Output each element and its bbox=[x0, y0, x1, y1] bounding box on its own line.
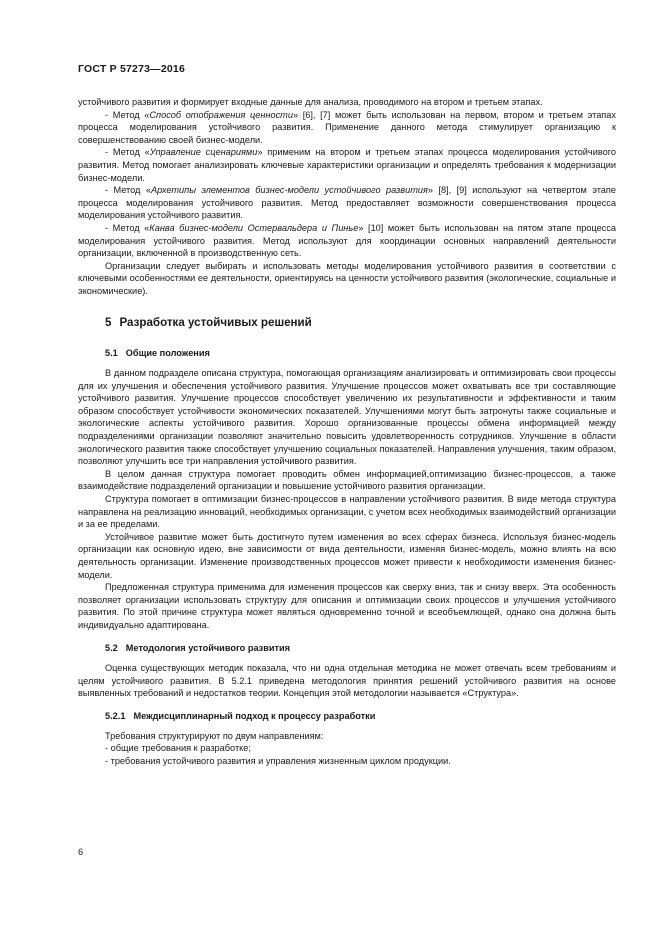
subsubsection-number: 5.2.1 bbox=[105, 710, 126, 721]
paragraph: В данном подразделе описана структура, помогающая организациям анализировать и оптимизировать свои процессы для их улучшения и обеспечения устойчивого развития. Улучшение процессов может охватывать все три составляющие устойчивого развития. Улучшение процессов способствует увеличению их результативности и эффективности и таким образом способствует устойчивости экономических показателей. Улучшениями могут быть затронуты также социальные и экологические аспекты устойчивого развития. Хорошо организованные процессы обмена информацией между подразделениями организации позволяют значительно повысить удовлетворенность сотрудников. Улучшение в области экологического развития также способствует улучшению социальных показателей. Направления улучшения, таким образом, позволяют улучшить все три направления устойчивого развития. bbox=[78, 368, 616, 467]
method-item: - Метод «Управление сценариями» применим на втором и третьем этапах процесса моделирования устойчивого развития. Метод помогает анализировать ключевые характеристики организации и определять требования к модернизации бизнес-модели. bbox=[78, 147, 616, 183]
method-item: - Метод «Архетипы элементов бизнес-модели устойчивого развития» [8], [9] используют на четвертом этапе процесса моделирования устойчивого развития. Метод предоставляет возможности совершенствования процесса моделирования устойчивого развития. bbox=[78, 185, 616, 221]
paragraph: Организации следует выбирать и использовать методы моделирования устойчивого развития в соответствии с ключевыми особенностями ее деятельности, ориентируясь на ценности устойчивого развития (экологические, социальные и экономические). bbox=[78, 260, 616, 296]
subsubsection-heading bbox=[105, 710, 616, 723]
list-item: - требования устойчивого развития и управления жизненным циклом продукции. bbox=[105, 755, 451, 766]
paragraph: Предложенная структура применима для изменения процессов как сверху вниз, так и снизу вверх. Эта особенность позволяет организации использовать структуру для описания и оптимизации своих процессов и улучшения устойчивого развития. По этой причине структура может являться одновременно точной и всеобъемлющей, однако она должна быть индивидуально адаптирована. bbox=[78, 582, 616, 630]
page-content bbox=[78, 96, 616, 767]
method-name: Канва бизнес-модели Остервальдера и Пинье bbox=[149, 222, 359, 233]
subsection-heading bbox=[105, 642, 616, 655]
method-name: Управление сценариями bbox=[149, 147, 258, 158]
subsection-title: Общие положения bbox=[125, 347, 210, 358]
paragraph: Требования структурируют по двум направлениям: bbox=[105, 730, 324, 741]
paragraph: Оценка существующих методик показала, что ни одна отдельная методика не может отвечать всем требованиям и целям устойчивого развития. В 5.2.1 приведена методология принятия решений устойчивого развития на основе выявленных требований и недостатков теории. Концепция этой методологии называется «Структура». bbox=[78, 663, 616, 699]
list-item: - общие требования к разработке; bbox=[105, 743, 251, 754]
section-heading bbox=[105, 316, 616, 330]
subsection-heading bbox=[105, 347, 616, 360]
section-title: Разработка устойчивых решений bbox=[119, 315, 312, 329]
method-name: Архетипы элементов бизнес-модели устойчивого развития bbox=[150, 185, 428, 196]
subsection-title: Методология устойчивого развития bbox=[125, 642, 291, 653]
paragraph: Устойчивое развитие может быть достигнуто путем изменения во всех сферах бизнеса. Используя бизнес-модель организации как основную идею, вне зависимости от вида деятельности, изменяя бизнес-модель, можно влиять на всю деятельность организации. Изменение производственных процессов может привести к необходимости изменения бизнес-модели. bbox=[78, 531, 616, 580]
method-name: Способ отображения ценности bbox=[149, 109, 293, 120]
paragraph: В целом данная структура помогает проводить обмен информацией,оптимизацию бизнес-процессов, а также взаимодействие подразделений организации и повышение устойчивого развития организации. bbox=[78, 468, 616, 492]
paragraph: устойчивого развития и формирует входные данные для анализа, проводимого на втором и третьем этапах. bbox=[78, 97, 543, 107]
paragraph: Структура помогает в оптимизации бизнес-процессов в направлении устойчивого развития. В виде метода структура направлена на реализацию инноваций, необходимых организации, с учетом всех необходимых взаимодействий организации и за ее пределами. bbox=[78, 494, 616, 530]
method-item: - Метод «Способ отображения ценности» [6], [7] может быть использован на первом, втором и третьем этапах процесса моделирования устойчивого развития. Применение данного метода стимулирует организацию к совершенствованию своей бизнес-модели. bbox=[78, 109, 616, 145]
subsubsection-title: Междисциплинарный подход к процессу разработки bbox=[133, 710, 376, 721]
section-number: 5 bbox=[105, 315, 112, 329]
method-item: - Метод «Канва бизнес-модели Остервальдера и Пинье» [10] может быть использован на пятом этапе процесса моделирования устойчивого развития. Метод используют для координации основных направлений деятельности организации, включенной в производственную сеть. bbox=[78, 222, 616, 259]
page-number: 6 bbox=[78, 847, 84, 857]
standard-header: ГОСТ Р 57273—2016 bbox=[78, 63, 186, 75]
subsection-number: 5.2 bbox=[105, 642, 118, 653]
subsection-number: 5.1 bbox=[105, 347, 118, 358]
